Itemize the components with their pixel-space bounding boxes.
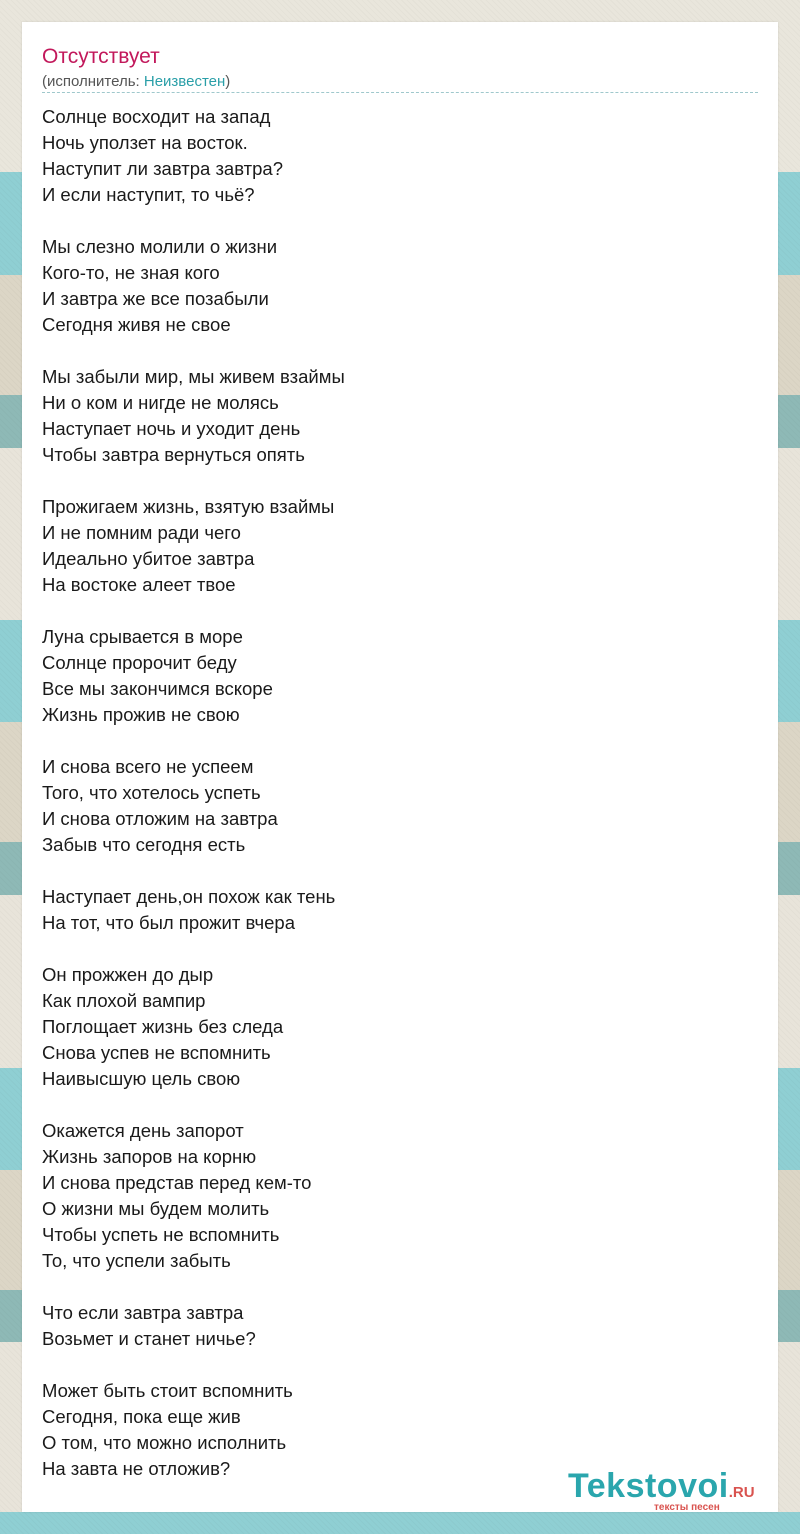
lyric-line: Окажется день запорот	[42, 1120, 244, 1141]
lyric-line: Солнце восходит на запад	[42, 106, 271, 127]
lyric-line: Поглощает жизнь без следа	[42, 1016, 284, 1037]
lyric-line: Может быть стоит вспомнить	[42, 1380, 293, 1401]
lyric-line: Наступает ночь и уходит день	[42, 418, 301, 439]
lyric-line: Он прожжен до дыр	[42, 964, 214, 985]
lyric-line: Наступит ли завтра завтра?	[42, 158, 283, 179]
lyric-line: И снова отложим на завтра	[42, 808, 278, 829]
artist-link[interactable]: Неизвестен	[143, 73, 226, 90]
lyric-line: Сегодня, пока еще жив	[42, 1406, 241, 1427]
logo-tagline: тексты песен	[654, 1502, 720, 1513]
lyric-line: Мы забыли мир, мы живем взаймы	[42, 366, 345, 387]
lyrics-stanza	[42, 104, 345, 208]
lyric-line: О жизни мы будем молить	[42, 1198, 270, 1219]
lyric-line: О том, что можно исполнить	[42, 1432, 287, 1453]
lyric-line: Ни о ком и нигде не молясь	[42, 392, 279, 413]
site-logo[interactable]	[568, 1466, 778, 1512]
lyric-line: Забыв что сегодня есть	[42, 834, 246, 855]
lyric-line: Жизнь прожив не свою	[42, 704, 240, 725]
lyric-line: Того, что хотелось успеть	[42, 782, 261, 803]
logo-name: Tekstovoi	[568, 1467, 729, 1505]
lyric-line: Наступает день,он похож как тень	[42, 886, 336, 907]
lyrics-stanza	[42, 884, 345, 936]
lyric-line: И снова представ перед кем-то	[42, 1172, 312, 1193]
lyric-line: Чтобы завтра вернуться опять	[42, 444, 305, 465]
artist-line	[42, 73, 230, 91]
lyric-line: Сегодня живя не свое	[42, 314, 231, 335]
artist-prefix: (исполнитель:	[42, 73, 144, 90]
lyrics-stanza	[42, 1378, 345, 1482]
lyric-line: Снова успев не вспомнить	[42, 1042, 271, 1063]
artist-suffix: )	[225, 73, 231, 90]
title-divider	[42, 92, 758, 93]
lyrics-stanza	[42, 494, 345, 598]
lyric-line: Возьмет и станет ничье?	[42, 1328, 256, 1349]
lyric-line: Солнце пророчит беду	[42, 652, 237, 673]
lyric-line: И не помним ради чего	[42, 522, 241, 543]
lyric-line: И снова всего не успеем	[42, 756, 254, 777]
lyrics-stanza	[42, 364, 345, 468]
lyrics-stanza	[42, 1118, 345, 1274]
lyric-line: То, что успели забыть	[42, 1250, 231, 1271]
lyrics-card	[22, 22, 778, 1512]
lyric-line: На востоке алеет твое	[42, 574, 236, 595]
lyric-line: Прожигаем жизнь, взятую взаймы	[42, 496, 335, 517]
lyric-line: Кого-то, не зная кого	[42, 262, 220, 283]
lyrics-stanza	[42, 962, 345, 1092]
song-title: Отсутствует	[42, 45, 160, 68]
lyric-line: Мы слезно молили о жизни	[42, 236, 278, 257]
lyric-line: И если наступит, то чьё?	[42, 184, 255, 205]
lyric-line: На завта не отложив?	[42, 1458, 231, 1479]
lyrics-stanza	[42, 754, 345, 858]
lyrics-stanza	[42, 1300, 345, 1352]
lyric-line: Все мы закончимся вскоре	[42, 678, 273, 699]
lyric-line: Жизнь запоров на корню	[42, 1146, 257, 1167]
logo-tld: .RU	[728, 1484, 755, 1501]
lyric-line: Как плохой вампир	[42, 990, 206, 1011]
lyrics-stanza	[42, 234, 345, 338]
lyric-line: Ночь уползет на восток.	[42, 132, 248, 153]
lyric-line: И завтра же все позабыли	[42, 288, 269, 309]
lyrics-stanza	[42, 624, 345, 728]
lyric-line: Наивысшую цель свою	[42, 1068, 241, 1089]
lyric-line: Чтобы успеть не вспомнить	[42, 1224, 280, 1245]
lyric-line: На тот, что был прожит вчера	[42, 912, 296, 933]
lyric-line: Идеально убитое завтра	[42, 548, 255, 569]
lyric-line: Луна срывается в море	[42, 626, 243, 647]
lyrics-body	[42, 104, 345, 1508]
lyric-line: Что если завтра завтра	[42, 1302, 244, 1323]
